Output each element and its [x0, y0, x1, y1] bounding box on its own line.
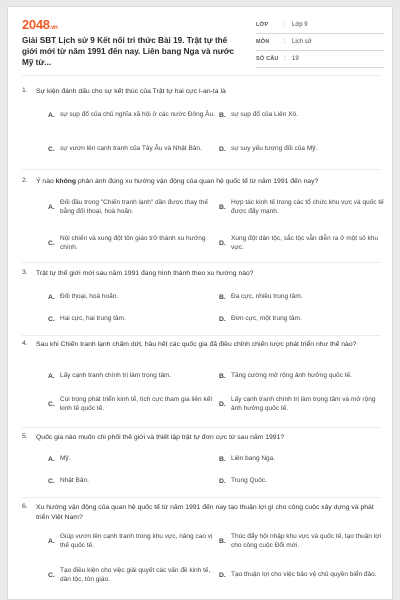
option-a[interactable]	[48, 370, 216, 382]
option-text: Lấy cạnh tranh chính trị làm trọng tâm và mở rộng ảnh hưởng quốc tế.	[231, 395, 376, 412]
meta-separator: :	[284, 56, 286, 62]
divider	[22, 497, 380, 498]
option-text: Giúp vươn lên cạnh tranh trong khu vực, nâng cao vị thế quốc tế.	[60, 532, 213, 549]
question-number: 5.	[22, 433, 28, 440]
option-b[interactable]	[219, 370, 387, 382]
option-letter: C.	[48, 315, 55, 323]
question-number: 6.	[22, 503, 28, 510]
option-text: sự sụp đổ của Liên Xô.	[231, 111, 298, 119]
option-letter: B.	[219, 455, 226, 463]
option-letter: D.	[219, 145, 226, 153]
option-letter: A.	[48, 455, 55, 463]
question-text: Sự kiện đánh dấu cho sự kết thúc của Trật tự hai cực I-an-ta là	[36, 88, 226, 95]
divider	[22, 262, 380, 263]
option-text: Xung đột dân tộc, sắc tộc vẫn diễn ra ở một số khu vực.	[231, 234, 378, 251]
meta-key: MÔN	[256, 39, 270, 45]
option-text: Lấy cạnh tranh chính trị làm trọng tâm.	[60, 372, 172, 380]
meta-separator: :	[284, 22, 286, 28]
option-d[interactable]	[219, 137, 387, 161]
option-text: sự suy yếu tương đối của Mỹ.	[231, 145, 318, 153]
option-letter: C.	[48, 571, 55, 579]
option-letter: B.	[219, 111, 226, 119]
option-letter: B.	[219, 537, 226, 545]
option-text: sự vươn lên cạnh tranh của Tây Âu và Nhật Bản.	[60, 145, 202, 153]
meta-row-subject	[256, 34, 384, 51]
option-d[interactable]	[219, 392, 387, 416]
option-b[interactable]	[219, 195, 387, 219]
option-letter: C.	[48, 239, 55, 247]
option-text: sự sụp đổ của chủ nghĩa xã hội ở các nước Đông Âu.	[60, 111, 215, 119]
option-text: Thúc đẩy hội nhập khu vực và quốc tế, tạo thuận lợi cho công cuộc Đổi mới.	[231, 532, 381, 549]
option-text: Tăng cường mở rộng ảnh hưởng quốc tế.	[231, 372, 352, 380]
divider	[22, 335, 380, 336]
option-letter: D.	[219, 400, 226, 408]
option-text: Mỹ.	[60, 455, 71, 463]
document-page	[7, 6, 393, 600]
option-text: Hai cực, hai trung tâm.	[60, 315, 126, 323]
option-text: Trung Quốc.	[231, 477, 267, 485]
question-number: 3.	[22, 269, 28, 276]
option-b[interactable]	[219, 529, 387, 553]
divider	[22, 427, 380, 428]
option-a[interactable]	[48, 453, 216, 465]
option-d[interactable]	[219, 231, 387, 255]
option-c[interactable]	[48, 475, 216, 487]
option-a[interactable]	[48, 291, 216, 303]
option-letter: B.	[219, 203, 226, 211]
option-letter: D.	[219, 571, 226, 579]
option-a[interactable]	[48, 529, 216, 553]
option-letter: C.	[48, 400, 55, 408]
option-letter: B.	[219, 372, 226, 380]
option-c[interactable]	[48, 392, 216, 416]
question-text: Trật tự thế giới mới sau năm 1991 đang hình thành theo xu hướng nào?	[36, 270, 254, 277]
question-number: 1.	[22, 87, 28, 94]
question-text: Sau khi Chiến tranh lạnh chấm dứt, hầu hết các quốc gia đã điều chỉnh chiến lược phát triển như thế nào?	[36, 341, 357, 348]
option-text: Nội chiến và xung đột tôn giáo trở thành xu hướng chính.	[60, 234, 206, 251]
option-b[interactable]	[219, 453, 387, 465]
option-letter: C.	[48, 477, 55, 485]
option-text: Hợp tác kinh tế trong các tổ chức khu vực và quốc tế được đẩy mạnh.	[231, 198, 384, 215]
option-text: Nhật Bản.	[60, 477, 89, 485]
option-letter: B.	[219, 293, 226, 301]
option-letter: A.	[48, 203, 55, 211]
site-logo[interactable]	[22, 17, 58, 32]
option-d[interactable]	[219, 475, 387, 487]
document-meta	[256, 17, 384, 68]
option-letter: A.	[48, 111, 55, 119]
divider	[22, 75, 380, 76]
option-letter: D.	[219, 315, 226, 323]
page-title: Giải SBT Lịch sử 9 Kết nối tri thức Bài 19. Trật tự thế giới mới từ năm 1991 đến nay. Liên bang Nga và nước Mỹ từ...	[22, 36, 235, 67]
divider	[22, 169, 380, 170]
option-a[interactable]	[48, 103, 216, 127]
option-c[interactable]	[48, 137, 216, 161]
option-letter: A.	[48, 372, 55, 380]
option-letter: A.	[48, 293, 55, 301]
meta-row-class	[256, 17, 384, 34]
meta-separator: :	[284, 39, 286, 45]
question-text: Quốc gia nào muốn chi phối thế giới và thiết lập trật tự đơn cực từ sau năm 1991?	[36, 434, 285, 441]
logo-number: 2048	[22, 17, 50, 32]
option-text: Tạo thuận lợi cho việc bảo vệ chủ quyền biển đảo.	[231, 571, 377, 579]
option-text: Đơn cực, một trung tâm.	[231, 315, 302, 323]
meta-value: Lớp 9	[292, 22, 308, 28]
logo-suffix: .vn	[49, 25, 58, 31]
option-text: Đa cực, nhiều trung tâm.	[231, 293, 303, 301]
question-text: Xu hướng vận động của quan hệ quốc tế từ năm 1991 đến nay tạo thuận lợi gì cho công cuộc xây dựng và phát triển Việt Nam?	[36, 504, 374, 521]
meta-value: Lịch sử	[292, 39, 312, 45]
meta-row-count	[256, 51, 384, 68]
option-text: Đối đầu trong "Chiến tranh lạnh" dần được thay thế bằng đối thoại, hoà hoãn.	[60, 198, 209, 215]
option-text: Đối thoại, hoà hoãn.	[60, 293, 119, 301]
option-b[interactable]	[219, 291, 387, 303]
option-text: Coi trọng phát triển kinh tế, tích cực tham gia liên kết kinh tế quốc tế.	[60, 395, 213, 412]
option-c[interactable]	[48, 563, 216, 587]
option-letter: D.	[219, 477, 226, 485]
option-letter: D.	[219, 239, 226, 247]
option-d[interactable]	[219, 313, 387, 325]
option-text: Liên bang Nga.	[231, 455, 276, 463]
option-letter: A.	[48, 537, 55, 545]
meta-value: 19	[292, 56, 299, 62]
option-letter: C.	[48, 145, 55, 153]
option-c[interactable]	[48, 231, 216, 255]
option-b[interactable]	[219, 103, 387, 127]
question-number: 2.	[22, 177, 28, 184]
question-number: 4.	[22, 340, 28, 347]
option-text: Tạo điều kiện cho việc giải quyết các vấn đề kinh tế, dân tộc, tôn giáo.	[60, 566, 211, 583]
meta-key: LỚP	[256, 22, 269, 28]
question-text: Ý nào không phản ánh đúng xu hướng vận động của quan hệ quốc tế từ năm 1991 đến nay?	[36, 178, 319, 185]
meta-key: SỐ CÂU	[256, 56, 279, 62]
option-a[interactable]	[48, 195, 216, 219]
option-d[interactable]	[219, 563, 387, 587]
option-c[interactable]	[48, 313, 216, 325]
